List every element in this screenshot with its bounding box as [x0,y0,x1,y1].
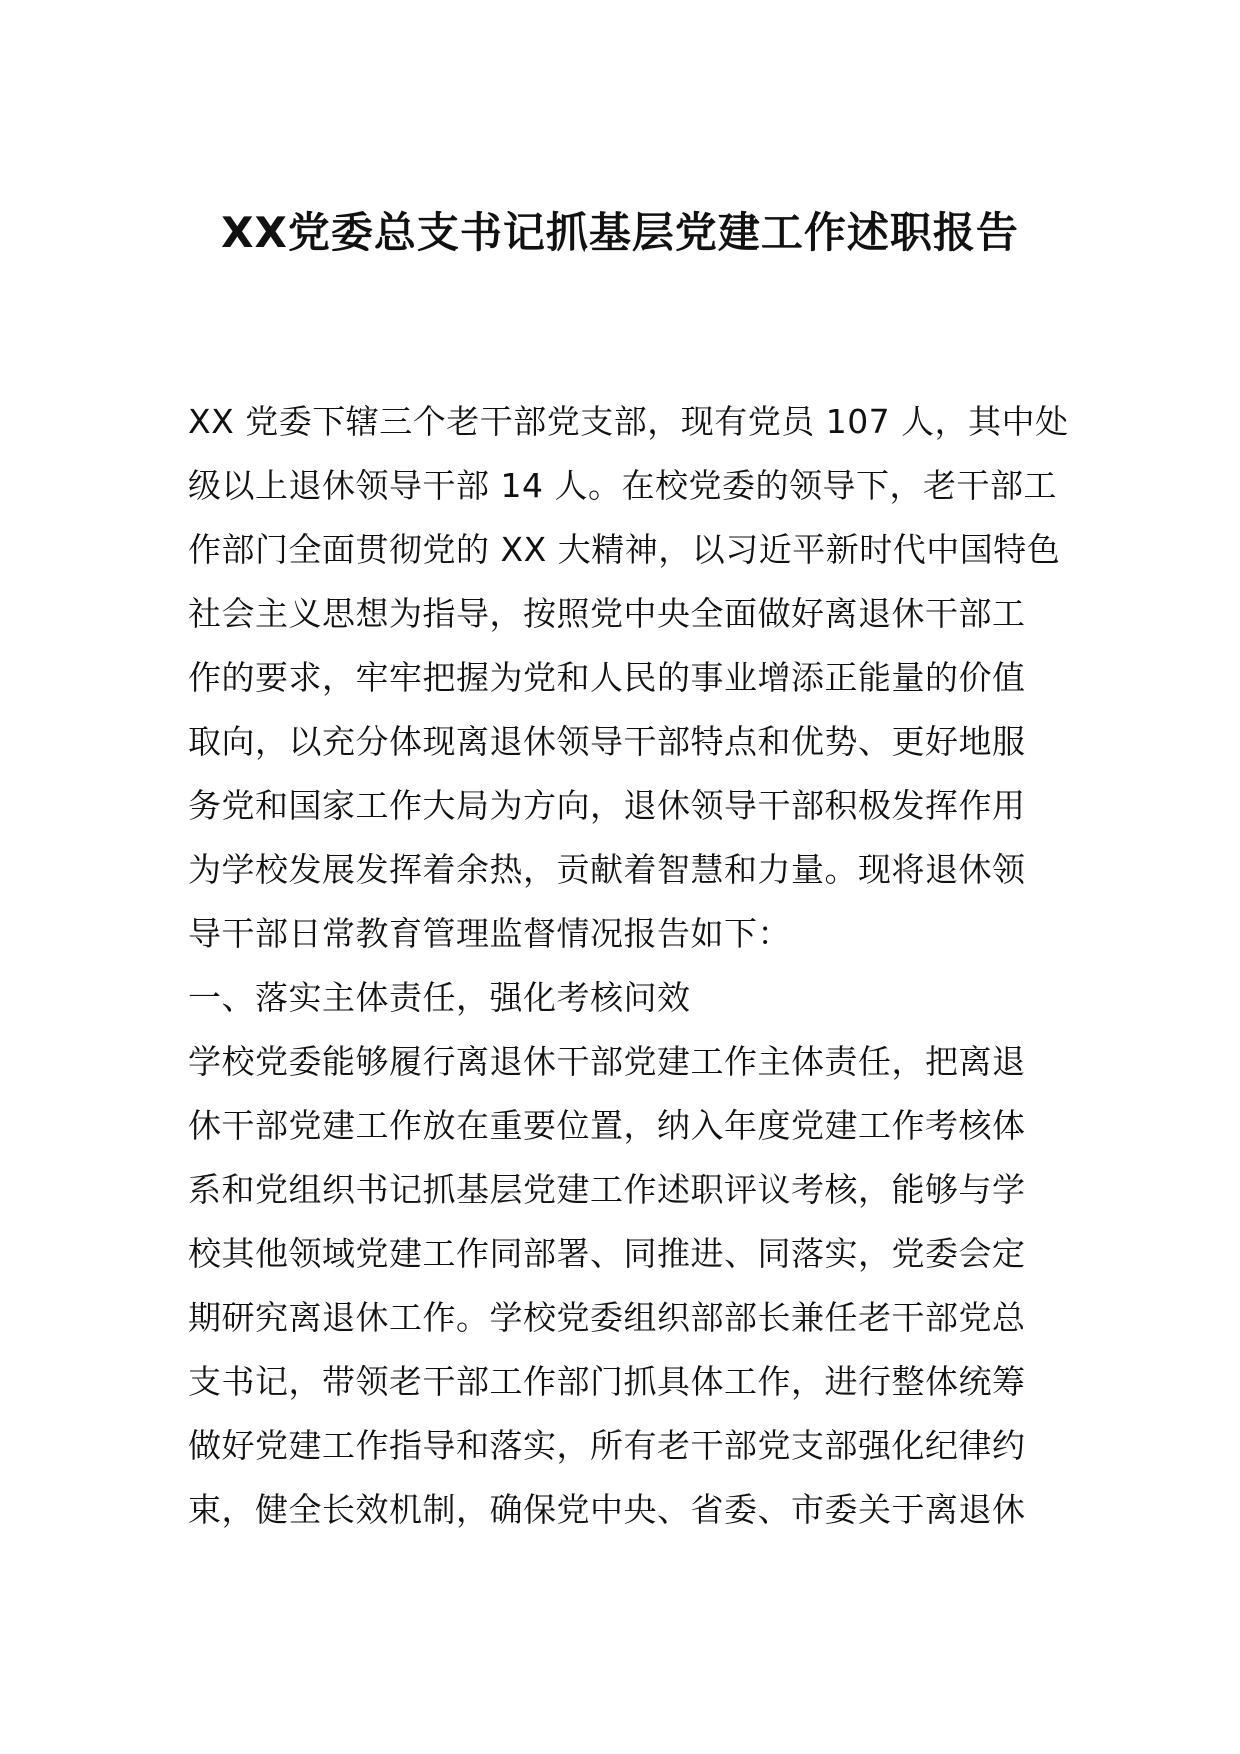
text-line: 为学校发展发挥着余热，贡献着智慧和力量。现将退休领 [188,850,1026,889]
text-line: 学校党委能够履行离退休干部党建工作主体责任，把离退 [188,1042,1026,1081]
text-line: 务党和国家工作大局为方向，退休领导干部积极发挥作用 [188,786,1026,825]
text-line: 作部门全面贯彻党的 XX 大精神，以习近平新时代中国特色 [188,530,1061,569]
text-line: 作的要求，牢牢把握为党和人民的事业增添正能量的价值 [188,658,1026,697]
text-line: 休干部党建工作放在重要位置，纳入年度党建工作考核体 [188,1106,1026,1145]
text-line: 级以上退休领导干部 14 人。在校党委的领导下，老干部工 [188,466,1057,505]
text-line: 导干部日常教育管理监督情况报告如下： [188,914,791,953]
text-line: 束，健全长效机制，确保党中央、省委、市委关于离退休 [188,1490,1026,1529]
section-heading: 一、落实主体责任，强化考核问效 [188,978,691,1017]
document-title: XX党委总支书记抓基层党建工作述职报告 [221,208,1019,257]
document-body [188,390,1068,1542]
text-line: 取向，以充分体现离退休领导干部特点和优势、更好地服 [188,722,1026,761]
text-line: 校其他领域党建工作同部署、同推进、同落实，党委会定 [188,1234,1026,1273]
text-line: 支书记，带领老干部工作部门抓具体工作，进行整体统筹 [188,1362,1026,1401]
text-line: 做好党建工作指导和落实，所有老干部党支部强化纪律约 [188,1426,1026,1465]
text-line: 系和党组织书记抓基层党建工作述职评议考核，能够与学 [188,1170,1026,1209]
text-line: XX 党委下辖三个老干部党支部，现有党员 107 人，其中处 [188,402,1069,441]
text-line: 期研究离退休工作。学校党委组织部部长兼任老干部党总 [188,1298,1026,1337]
text-line: 社会主义思想为指导，按照党中央全面做好离退休干部工 [188,594,1026,633]
